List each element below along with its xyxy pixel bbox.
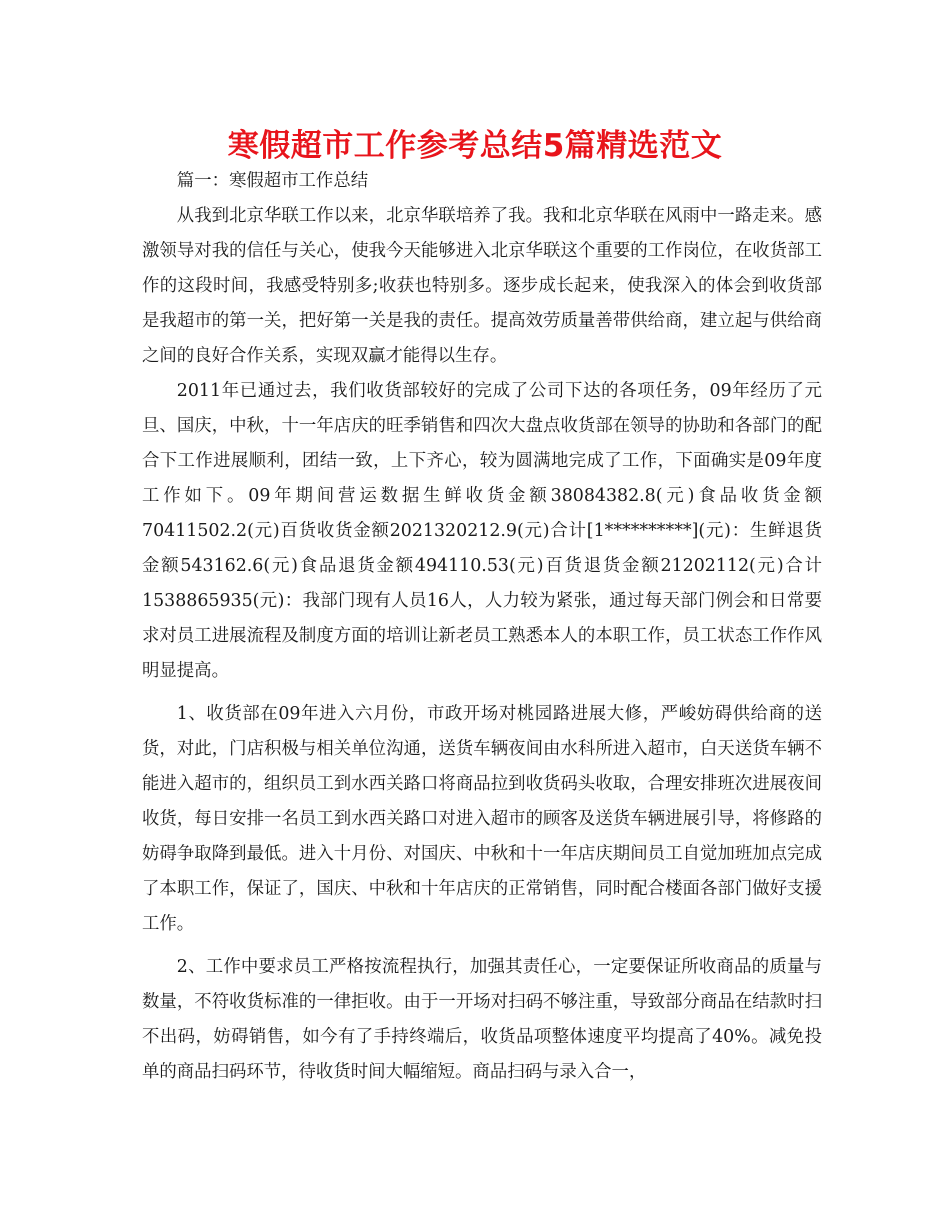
paragraph-item-1: 1、收货部在09年进入六月份，市政开场对桃园路进展大修，严峻妨碍供给商的送货，对此，门店积极与相关单位沟通，送货车辆夜间由水科所进入超市，白天送货车辆不能进入超市的，组织员工到水西关路口将商品拉到收货码头收取，合理安排班次进展夜间收货，每日安排一名员工到水西关路口对进入超市的顾客及送货车辆进展引导，将修路的妨碍争取降到最低。进入十月份、对国庆、中秋和十一年店庆期间员工自觉加班加点完成了本职工作，保证了，国庆、中秋和十年店庆的正常销售，同时配合楼面各部门做好支援工作。 [142, 704, 822, 934]
document-title: 寒假超市工作参考总结5篇精选范文 [227, 128, 723, 164]
document-body [142, 164, 822, 1090]
paragraph-annual-summary: 2011年已通过去，我们收货部较好的完成了公司下达的各项任务，09年经历了元旦、国庆，中秋，十一年店庆的旺季销售和四次大盘点收货部在领导的协助和各部门的配合下工作进展顺利，团结一致，上下齐心，较为圆满地完成了工作，下面确实是09年度工作如下。09年期间营运数据生鲜收货金额38084382.8(元)食品收货金额70411502.2(元)百货收货金额2021320212.9(元)合计[1**********](元)：生鲜退货金额543162.6(元)食品退货金额494110.53(元)百货退货金额21202112(元)合计1538865935(元)：我部门现有人员16人，人力较为紧张，通过每天部门例会和日常要求对员工进展流程及制度方面的培训让新老员工熟悉本人的本职工作，员工状态工作作风明显提高。 [142, 381, 822, 681]
section-heading: 篇一：寒假超市工作总结 [176, 171, 369, 191]
paragraph-intro: 从我到北京华联工作以来，北京华联培养了我。我和北京华联在风雨中一路走来。感激领导对我的信任与关心，使我今天能够进入北京华联这个重要的工作岗位，在收货部工作的这段时间，我感受特别多;收获也特别多。逐步成长起来，使我深入的体会到收货部是我超市的第一关，把好第一关是我的责任。提高效劳质量善带供给商，建立起与供给商之间的良好合作关系，实现双赢才能得以生存。 [142, 206, 822, 366]
paragraph-item-2: 2、工作中要求员工严格按流程执行，加强其责任心，一定要保证所收商品的质量与数量，不符收货标准的一律拒收。由于一开场对扫码不够注重，导致部分商品在结款时扫不出码，妨碍销售，如今有了手持终端后，收货品项整体速度平均提高了40%。减免投单的商品扫码环节，待收货时间大幅缩短。商品扫码与录入合一， [142, 957, 822, 1082]
